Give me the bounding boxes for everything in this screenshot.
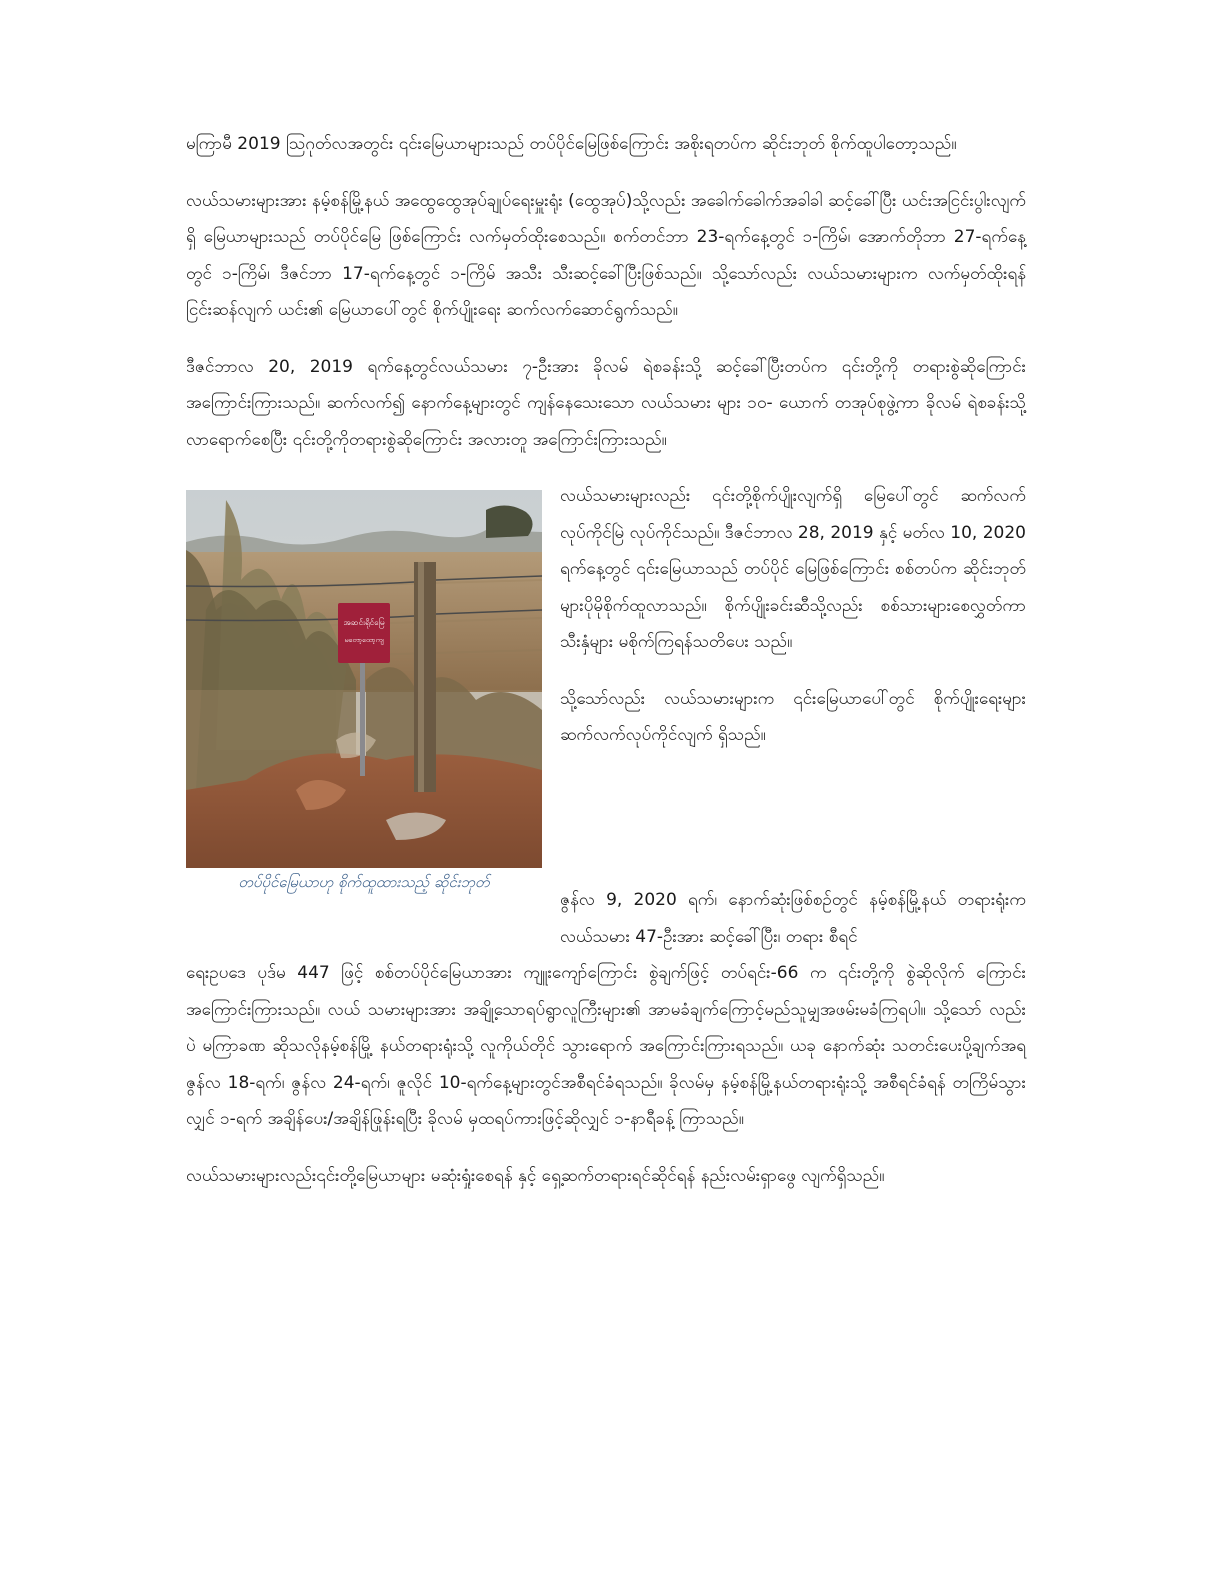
photo-image — [186, 490, 542, 868]
wrap-lead-paragraph: ဇွန်လ 9, 2020 ရက်၊ နောက်ဆုံးဖြစ်စဉ်တွင် နမ့်စန်မြို့နယ် တရားရုံးက လယ်သမား 47-ဦးအား ဆင့်ခေါ်ပြီး၊ တရား စီရင် — [560, 890, 1026, 947]
photo-signboard — [186, 490, 542, 868]
paragraph-last: လယ်သမားများလည်း၎င်းတို့မြေယာများ မဆုံးရှုံးစေရန် နှင့် ရှေ့ဆက်တရားရင်ဆိုင်ရန် နည်းလမ်းရှာဖွေ လျက်ရှိသည်။ — [186, 1165, 885, 1186]
paragraph-3: ဒီဇင်ဘာလ 20, 2019 ရက်နေ့တွင်လယ်သမား ၇-ဦးအား ခိုလမ် ရဲစခန်းသို့ ဆင့်ခေါ်ပြီးတပ်က ၎င်းတို့ကို တရားစွဲဆိုကြောင်း အကြောင်းကြားသည်။ ဆက်လက်၍ နောက်နေ့များတွင် ကျန်နေသေးသော လယ်သမား များ ၁၀- ယောက် တအုပ်စုဖွဲ့ကာ ခိုလမ် ရဲစခန်းသို့ လာရောက်စေပြီး ၎င်းတို့ကိုတရားစွဲဆိုကြောင်း အလားတူ အကြောင်းကြားသည်။ — [186, 356, 1026, 450]
side-paragraph-1: လယ်သမားများလည်း ၎င်းတို့စိုက်ပျိုးလျက်ရှိ မြေပေါ်တွင် ဆက်လက်လုပ်ကိုင်မြဲ လုပ်ကိုင်သည်။ ဒီဇင်ဘာလ 28, 2019 နှင့် မတ်လ 10, 2020 ရက်နေ့တွင် ၎င်းမြေယာသည် တပ်ပိုင် မြေဖြစ်ကြောင်း စစ်တပ်က ဆိုင်းဘုတ် များပိုမိုစိုက်ထူလာသည်။ စိုက်ပျိုးခင်းဆီသို့လည်း စစ်သားများစေလွှတ်ကာ သီးနှံများ မစိုက်ကြရန်သတိပေး သည်။ — [560, 486, 1026, 652]
paragraph-continued: ရေးဥပဒေ ပုဒ်မ 447 ဖြင့် စစ်တပ်ပိုင်မြေယာအား ကျူးကျော်ကြောင်း စွဲချက်ဖြင့် တပ်ရင်း-66 က ၎င်းတို့ကို စွဲဆိုလိုက် ကြောင်း အကြောင်းကြားသည်။ လယ် သမားများအား အချို့သောရပ်ရွာလူကြီးများ၏ အာမခံချက်ကြောင့်မည်သူမျှအဖမ်းမခံကြရပါ။ သို့သော် လည်း ပဲ မကြာခဏ ဆိုသလိုနမ့်စန်မြို့ နယ်တရားရုံးသို့ လူကိုယ်တိုင် သွားရောက် အကြောင်းကြားရသည်။ ယခု နောက်ဆုံး သတင်းပေးပို့ချက်အရ ဇွန်လ 18-ရက်၊ ဇွန်လ 24-ရက်၊ ဇူလိုင် 10-ရက်နေ့များတွင်အစီရင်ခံရသည်။ ခိုလမ်မှ နမ့်စန်မြို့နယ်တရားရုံးသို့ အစီရင်ခံရန် တကြိမ်သွားလျှင် ၁-ရက် အချိန်ပေး/အချိန်ဖြုန်းရပြီး ခိုလမ် မှထရပ်ကားဖြင့်ဆိုလျှင် ၁-နာရီခန့် ကြာသည်။ — [186, 963, 1026, 1129]
paragraph-1: မကြာမီ 2019 ဩဂုတ်လအတွင်း ၎င်းမြေယာများသည် တပ်ပိုင်မြေဖြစ်ကြောင်း အစိုးရတပ်က ဆိုင်းဘုတ် စိုက်ထူပါတော့သည်။ — [186, 134, 957, 154]
sign-text-line2: မတော့ထော့ကျ — [344, 636, 384, 644]
figure-caption: တပ်ပိုင်မြေယာဟု စိုက်ထူထားသည့် ဆိုင်းဘုတ် — [238, 873, 490, 891]
document-page — [186, 126, 1026, 1214]
side-text-column — [560, 478, 1026, 774]
sign-text-line1: အဆင်းရိုင်မြေ — [343, 618, 385, 627]
side-paragraph-2: သို့သော်လည်း လယ်သမားများက ၎င်းမြေယာပေါ်တွင် စိုက်ပျိုးရေးများ ဆက်လက်လုပ်ကိုင်လျက် ရှိသည်။ — [560, 688, 1026, 745]
paragraph-2: လယ်သမားများအား နမ့်စန်မြို့နယ် အထွေထွေအုပ်ချုပ်ရေးမှူးရုံး (ထွေအုပ်)သို့လည်း အခေါက်ခေါက်အခါခါ ဆင့်ခေါ်ပြီး ယင်းအငြင်းပွါးလျက်ရှိ မြေယာများသည် တပ်ပိုင်မြေ ဖြစ်ကြောင်း လက်မှတ်ထိုးစေသည်။ စက်တင်ဘာ 23-ရက်နေ့တွင် ၁-ကြိမ်၊ အောက်တိုဘာ 27-ရက်နေ့တွင် ၁-ကြိမ်၊ ဒီဇင်ဘာ 17-ရက်နေ့တွင် ၁-ကြိမ် အသီး သီးဆင့်ခေါ်ပြီးဖြစ်သည်။ သို့သော်လည်း လယ်သမားများက လက်မှတ်ထိုးရန် ငြင်းဆန်လျက် ယင်း၏ မြေယာပေါ်တွင် စိုက်ပျိုးရေး ဆက်လက်ဆောင်ရွက်သည်။ — [186, 190, 1026, 320]
figure-section — [186, 478, 1026, 891]
